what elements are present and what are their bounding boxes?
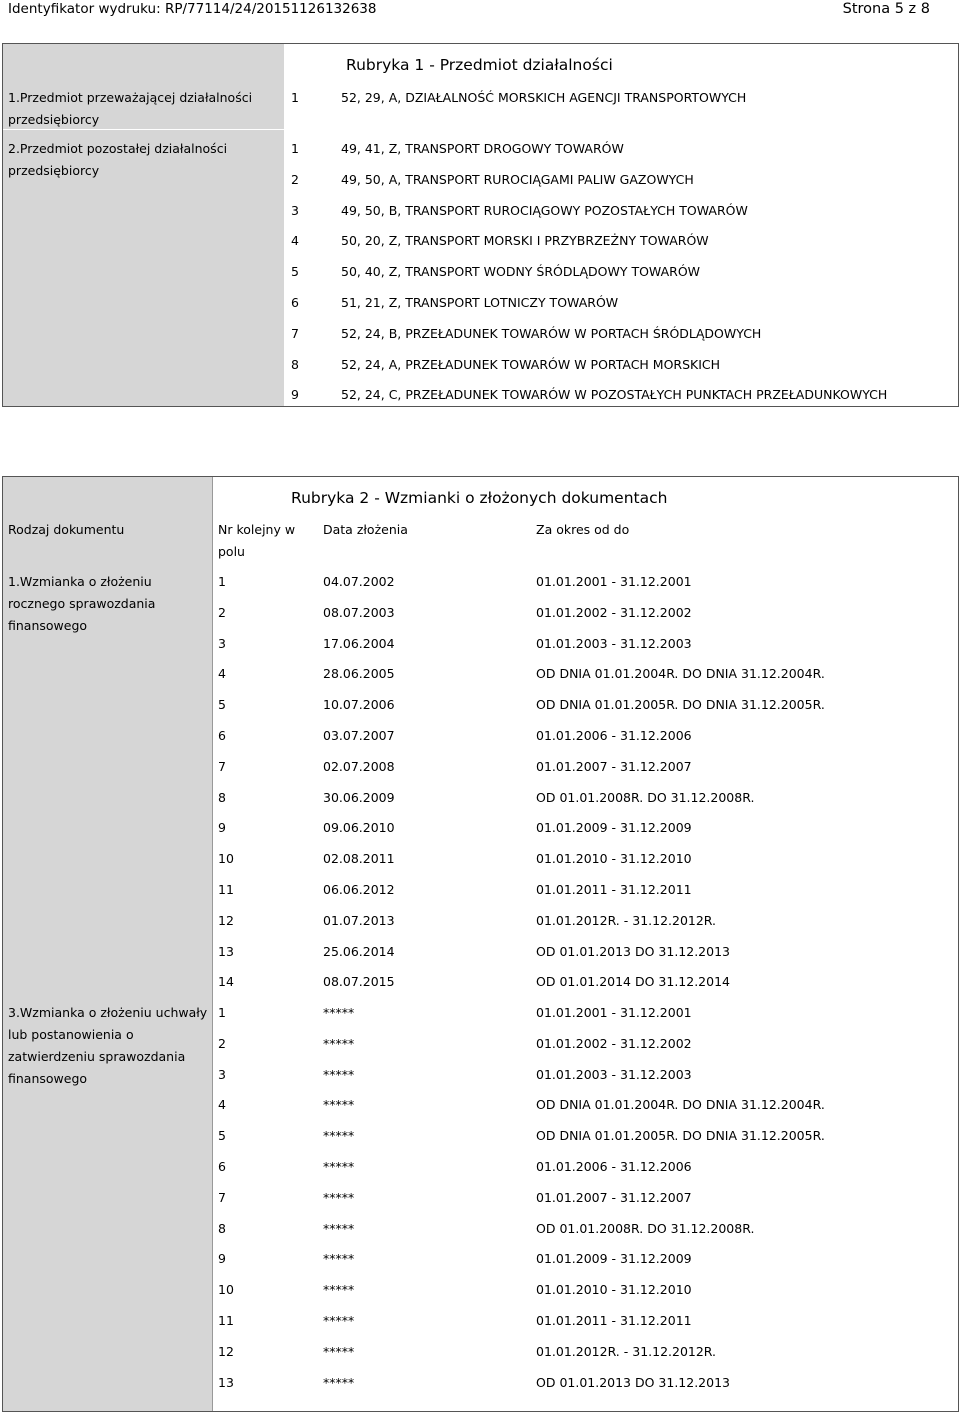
doc-row-period: 01.01.2001 - 31.12.2001 bbox=[536, 574, 692, 589]
doc-row-filing-date: ***** bbox=[323, 1005, 355, 1020]
doc-row-filing-date: ***** bbox=[323, 1067, 355, 1082]
activity-row-text: 49, 50, B, TRANSPORT RUROCIĄGOWY POZOSTAŁYCH TOWARÓW bbox=[341, 203, 748, 218]
doc-row-period: 01.01.2002 - 31.12.2002 bbox=[536, 1036, 692, 1051]
doc-row-filing-date: 02.07.2008 bbox=[323, 759, 395, 774]
activity-row-text: 49, 50, A, TRANSPORT RUROCIĄGAMI PALIW GAZOWYCH bbox=[341, 172, 694, 187]
doc-row-filing-date: 09.06.2010 bbox=[323, 820, 395, 835]
doc-row-period: 01.01.2012R. - 31.12.2012R. bbox=[536, 1344, 717, 1359]
print-header bbox=[0, 0, 960, 22]
doc-row-filing-date: 08.07.2015 bbox=[323, 974, 395, 989]
activity-row-number: 8 bbox=[291, 357, 299, 372]
doc-row-filing-date: ***** bbox=[323, 1313, 355, 1328]
doc-row-filing-date: 28.06.2005 bbox=[323, 666, 395, 681]
doc-row-seq-no: 9 bbox=[218, 820, 226, 835]
doc-row-seq-no: 7 bbox=[218, 1190, 226, 1205]
doc-row-seq-no: 13 bbox=[218, 944, 234, 959]
doc-row-period: 01.01.2011 - 31.12.2011 bbox=[536, 1313, 692, 1328]
print-identifier: Identyfikator wydruku: RP/77114/24/20151126132638 bbox=[8, 1, 377, 17]
doc-row-period: OD 01.01.2008R. DO 31.12.2008R. bbox=[536, 790, 755, 805]
doc-row-period: 01.01.2006 - 31.12.2006 bbox=[536, 728, 692, 743]
column-header-period: Za okres od do bbox=[536, 522, 630, 537]
doc-row-filing-date: ***** bbox=[323, 1190, 355, 1205]
doc-row-period: 01.01.2007 - 31.12.2007 bbox=[536, 1190, 692, 1205]
approval-resolution-label: 3.Wzmianka o złożeniu uchwały lub postanowienia o zatwierdzeniu sprawozdania finansowego bbox=[8, 1005, 208, 1086]
main-activity-label: 1.Przedmiot przeważającej działalności przedsiębiorcy bbox=[8, 90, 253, 127]
activity-row-number: 9 bbox=[291, 387, 299, 402]
doc-row-filing-date: 17.06.2004 bbox=[323, 636, 395, 651]
doc-row-filing-date: 01.07.2013 bbox=[323, 913, 395, 928]
activity-row-number: 4 bbox=[291, 233, 299, 248]
doc-row-seq-no: 5 bbox=[218, 1128, 226, 1143]
activity-row-text: 50, 20, Z, TRANSPORT MORSKI I PRZYBRZEŻNY TOWARÓW bbox=[341, 233, 709, 248]
doc-row-period: 01.01.2011 - 31.12.2011 bbox=[536, 882, 692, 897]
doc-row-seq-no: 2 bbox=[218, 1036, 226, 1051]
doc-row-period: 01.01.2012R. - 31.12.2012R. bbox=[536, 913, 717, 928]
doc-row-period: OD DNIA 01.01.2004R. DO DNIA 31.12.2004R. bbox=[536, 1097, 825, 1112]
doc-row-period: OD DNIA 01.01.2004R. DO DNIA 31.12.2004R. bbox=[536, 666, 825, 681]
doc-row-period: OD 01.01.2013 DO 31.12.2013 bbox=[536, 1375, 730, 1390]
doc-row-filing-date: ***** bbox=[323, 1344, 355, 1359]
doc-row-seq-no: 9 bbox=[218, 1251, 226, 1266]
page-number: Strona 5 z 8 bbox=[842, 1, 930, 17]
doc-row-seq-no: 3 bbox=[218, 1067, 226, 1082]
activity-row-number: 3 bbox=[291, 203, 299, 218]
doc-row-period: 01.01.2009 - 31.12.2009 bbox=[536, 1251, 692, 1266]
doc-row-period: 01.01.2009 - 31.12.2009 bbox=[536, 820, 692, 835]
doc-row-filing-date: 06.06.2012 bbox=[323, 882, 395, 897]
doc-row-filing-date: 10.07.2006 bbox=[323, 697, 395, 712]
doc-row-period: OD 01.01.2013 DO 31.12.2013 bbox=[536, 944, 730, 959]
doc-row-period: 01.01.2010 - 31.12.2010 bbox=[536, 851, 692, 866]
doc-row-period: 01.01.2001 - 31.12.2001 bbox=[536, 1005, 692, 1020]
activity-row-number: 1 bbox=[291, 90, 299, 105]
doc-row-filing-date: 30.06.2009 bbox=[323, 790, 395, 805]
doc-row-seq-no: 10 bbox=[218, 851, 234, 866]
column-header-doc-type: Rodzaj dokumentu bbox=[8, 522, 125, 537]
activity-row-text: 50, 40, Z, TRANSPORT WODNY ŚRÓDLĄDOWY TOWARÓW bbox=[341, 264, 701, 279]
doc-row-filing-date: 03.07.2007 bbox=[323, 728, 395, 743]
doc-row-seq-no: 8 bbox=[218, 790, 226, 805]
doc-row-filing-date: ***** bbox=[323, 1251, 355, 1266]
doc-row-filing-date: ***** bbox=[323, 1282, 355, 1297]
doc-row-seq-no: 1 bbox=[218, 574, 226, 589]
activity-row-text: 52, 24, A, PRZEŁADUNEK TOWARÓW W PORTACH MORSKICH bbox=[341, 357, 721, 372]
doc-row-period: 01.01.2003 - 31.12.2003 bbox=[536, 636, 692, 651]
doc-row-period: OD 01.01.2008R. DO 31.12.2008R. bbox=[536, 1221, 755, 1236]
doc-row-seq-no: 4 bbox=[218, 1097, 226, 1112]
activity-row-text: 49, 41, Z, TRANSPORT DROGOWY TOWARÓW bbox=[341, 141, 624, 156]
doc-row-filing-date: ***** bbox=[323, 1036, 355, 1051]
doc-row-filing-date: 08.07.2003 bbox=[323, 605, 395, 620]
activity-row-number: 1 bbox=[291, 141, 299, 156]
doc-row-seq-no: 6 bbox=[218, 1159, 226, 1174]
doc-row-filing-date: 02.08.2011 bbox=[323, 851, 395, 866]
doc-row-seq-no: 12 bbox=[218, 913, 234, 928]
doc-row-period: 01.01.2003 - 31.12.2003 bbox=[536, 1067, 692, 1082]
doc-row-seq-no: 6 bbox=[218, 728, 226, 743]
doc-row-seq-no: 8 bbox=[218, 1221, 226, 1236]
doc-row-seq-no: 3 bbox=[218, 636, 226, 651]
doc-row-seq-no: 10 bbox=[218, 1282, 234, 1297]
doc-row-filing-date: 25.06.2014 bbox=[323, 944, 395, 959]
doc-row-period: OD 01.01.2014 DO 31.12.2014 bbox=[536, 974, 730, 989]
doc-row-filing-date: ***** bbox=[323, 1128, 355, 1143]
doc-row-seq-no: 12 bbox=[218, 1344, 234, 1359]
column-divider bbox=[212, 477, 213, 1411]
activity-row-number: 7 bbox=[291, 326, 299, 341]
section-business-activity: Rubryka 1 - Przedmiot działalności 1.Przedmiot przeważającej działalności przedsiębiorcy 1 52, 29, A, DZIAŁALNOŚĆ MORSKICH AGENCJI TRANSPORTOWYCH 2.Przedmiot pozostałej działalności przedsiębiorcy 1 49, 41, Z, TRANSPORT DROGOWY TOWARÓW 2 49, 50, A, TRANSPORT RUROCIĄGAMI PALIW GAZOWYCH 3 49, 50, B, TRANSPORT RUROCIĄGOWY POZOSTAŁYCH TOWARÓW 4 50, 20, Z, TRANSPORT MORSKI I PRZYBRZEŻNY TOWARÓW 5 50, 40, Z, TRANSPORT WODNY ŚRÓDLĄDOWY TOWARÓW 6 51, 21, Z, TRANSPORT LOTNICZY TOWARÓW 7 52, 24, B, PRZEŁADUNEK TOWARÓW W PORTACH ŚRÓDLĄDOWYCH 8 52, 24, A, PRZEŁADUNEK TOWARÓW W PORTACH MORSKICH 9 52, 24, C, PRZEŁADUNEK TOWARÓW W POZOSTAŁYCH PUNKTACH PRZEŁADUNKOWYCH bbox=[2, 43, 959, 407]
doc-row-filing-date: ***** bbox=[323, 1221, 355, 1236]
doc-row-period: 01.01.2006 - 31.12.2006 bbox=[536, 1159, 692, 1174]
doc-row-seq-no: 7 bbox=[218, 759, 226, 774]
doc-row-seq-no: 14 bbox=[218, 974, 234, 989]
doc-row-filing-date: ***** bbox=[323, 1375, 355, 1390]
doc-row-filing-date: ***** bbox=[323, 1097, 355, 1112]
other-activity-label: 2.Przedmiot pozostałej działalności przedsiębiorcy bbox=[8, 141, 228, 178]
doc-row-period: OD DNIA 01.01.2005R. DO DNIA 31.12.2005R. bbox=[536, 697, 825, 712]
section-filed-documents: Rubryka 2 - Wzmianki o złożonych dokumentach Rodzaj dokumentu Nr kolejny w polu Data złożenia Za okres od do 1.Wzmianka o złożeniu rocznego sprawozdania finansowego 3.Wzmianka o złożeniu uchwały lub postanowienia o zatwierdzeniu sprawozdania finansowego 1 04.07.2002 01.01.2001 - 31.12.2001 2 08.07.2003 01.01.2002 - 31.12.2002 3 17.06.2004 01.01.2003 - 31.12.2003 4 28.06.2005 OD DNIA 01.01.2004R. DO DNIA 31.12.2004R. 5 10.07.2006 OD DNIA 01.01.2005R. DO DNIA 31.12.2005R. 6 03.07.2007 01.01.2006 - 31.12.2006 7 02.07.2008 01.01.2007 - 31.12.2007 8 30.06.2009 OD 01.01.2008R. DO 31.12.2008R. 9 09.06.2010 01.01.2009 - 31.12.2009 10 02.08.2011 01.01.2010 - 31.12.2010 11 06.06.2012 01.01.2011 - 31.12.2011 12 01.07.2013 01.01.2012R. - 31.12.2012R. 13 25.06.2014 OD 01.01.2013 DO 31.12.2013 14 08.07.2015 OD 01.01.2014 DO 31.12.2014 1 ***** 01.01.2001 - 31.12.2001 2 ***** 01.01.2002 - 31.12.2002 3 ***** 01.01.2003 - 31.12.2003 4 ***** OD DNIA 01.01.2004R. DO DNIA 31.12.2004R. 5 ***** OD DNIA 01.01.2005R. DO DNIA 31.12.2005R. 6 ***** 01.01.2006 - 31.12.2006 7 ***** 01.01.2007 - 31.12.2007 8 ***** OD 01.01.2008R. DO 31.12.2008R. 9 ***** 01.01.2009 - 31.12.2009 10 ***** 01.01.2010 - 31.12.2010 11 ***** 01.01.2011 - 31.12.2011 12 ***** 01.01.2012R. - 31.12.2012R. 13 ***** OD 01.01.2013 DO 31.12.2013 bbox=[2, 476, 959, 1412]
doc-row-seq-no: 5 bbox=[218, 697, 226, 712]
doc-row-seq-no: 1 bbox=[218, 1005, 226, 1020]
doc-row-seq-no: 11 bbox=[218, 882, 234, 897]
activity-row-text: 52, 29, A, DZIAŁALNOŚĆ MORSKICH AGENCJI TRANSPORTOWYCH bbox=[341, 90, 747, 105]
doc-row-seq-no: 13 bbox=[218, 1375, 234, 1390]
activity-row-number: 6 bbox=[291, 295, 299, 310]
doc-row-period: 01.01.2002 - 31.12.2002 bbox=[536, 605, 692, 620]
annual-report-label: 1.Wzmianka o złożeniu rocznego sprawozdania finansowego bbox=[8, 574, 156, 633]
activity-row-text: 52, 24, C, PRZEŁADUNEK TOWARÓW W POZOSTAŁYCH PUNKTACH PRZEŁADUNKOWYCH bbox=[341, 387, 888, 402]
column-header-date: Data złożenia bbox=[323, 522, 408, 537]
activity-row-number: 5 bbox=[291, 264, 299, 279]
doc-row-seq-no: 11 bbox=[218, 1313, 234, 1328]
activity-row-text: 51, 21, Z, TRANSPORT LOTNICZY TOWARÓW bbox=[341, 295, 619, 310]
doc-row-period: 01.01.2007 - 31.12.2007 bbox=[536, 759, 692, 774]
doc-row-filing-date: ***** bbox=[323, 1159, 355, 1174]
column-header-seq-no: Nr kolejny w polu bbox=[218, 522, 296, 559]
doc-row-period: OD DNIA 01.01.2005R. DO DNIA 31.12.2005R. bbox=[536, 1128, 825, 1143]
activity-row-text: 52, 24, B, PRZEŁADUNEK TOWARÓW W PORTACH ŚRÓDLĄDOWYCH bbox=[341, 326, 762, 341]
activity-row-number: 2 bbox=[291, 172, 299, 187]
group-divider bbox=[3, 129, 285, 130]
doc-row-filing-date: 04.07.2002 bbox=[323, 574, 395, 589]
doc-row-seq-no: 4 bbox=[218, 666, 226, 681]
doc-row-seq-no: 2 bbox=[218, 605, 226, 620]
doc-row-period: 01.01.2010 - 31.12.2010 bbox=[536, 1282, 692, 1297]
